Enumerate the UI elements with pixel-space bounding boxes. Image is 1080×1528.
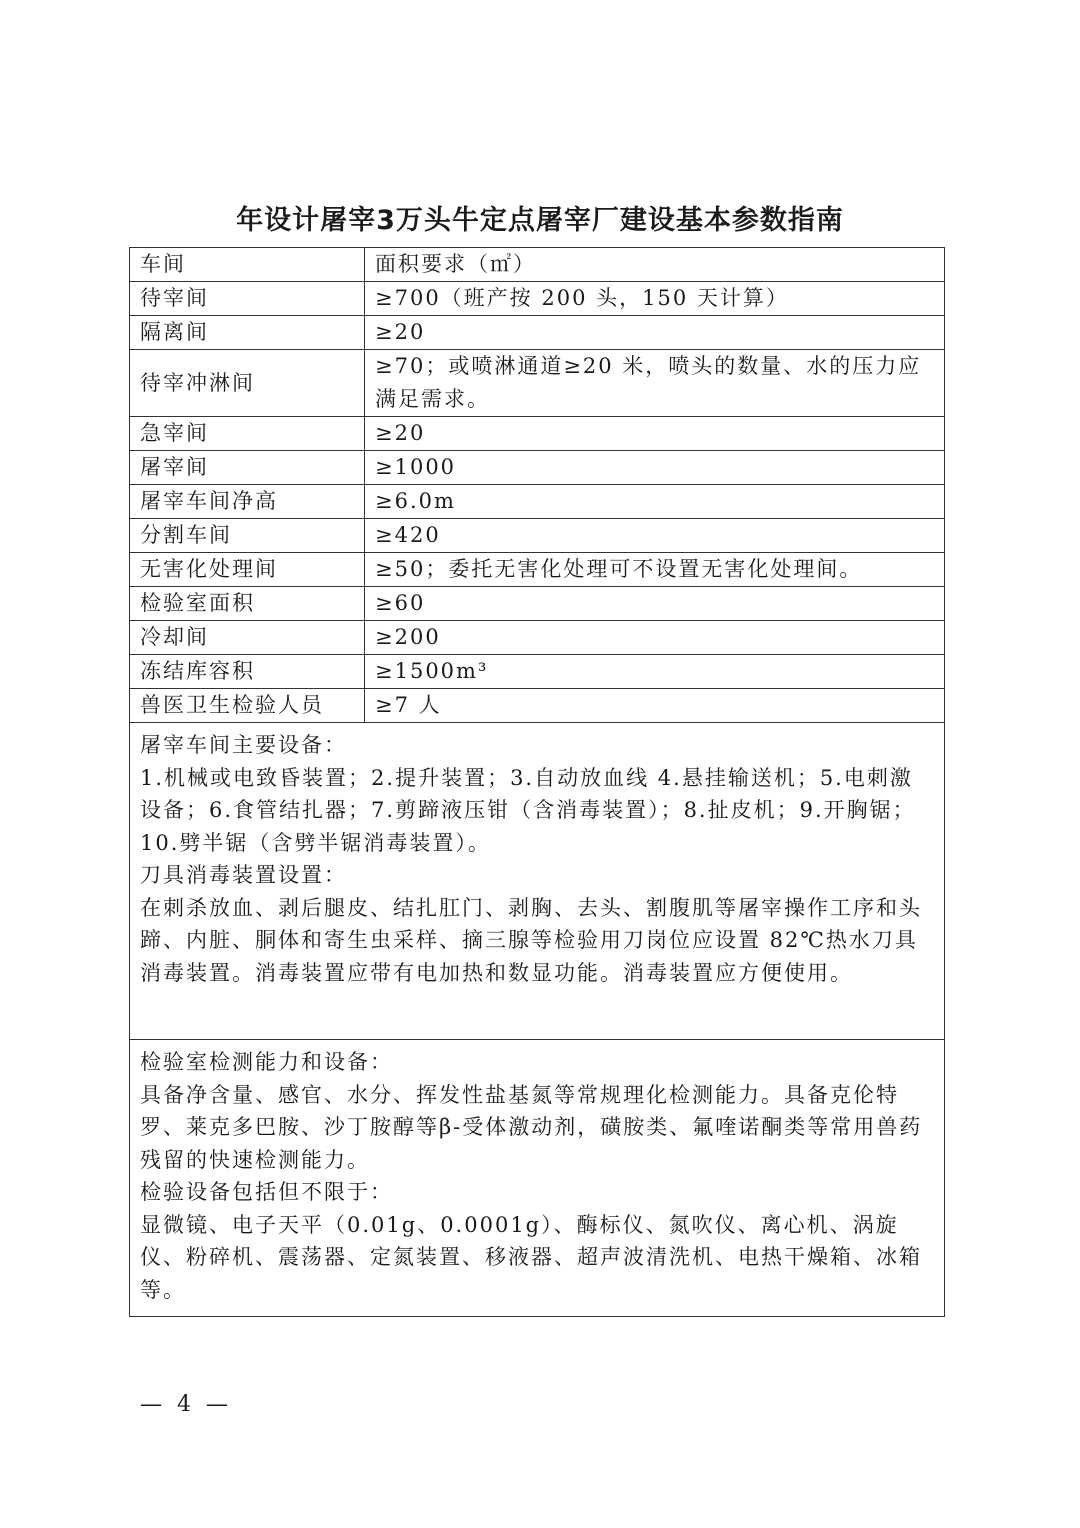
- row-value: ≥70；或喷淋通道≥20 米，喷头的数量、水的压力应满足需求。: [365, 350, 945, 417]
- lab-capability-block: [130, 1040, 945, 1317]
- parameters-table: [129, 247, 945, 1317]
- lab-equipment-text: 显微镜、电子天平（0.01g、0.0001g）、酶标仪、氮吹仪、离心机、涡旋仪、粉碎机、震荡器、定氮装置、移液器、超声波清洗机、电热干燥箱、冰箱等。: [140, 1212, 922, 1302]
- table-row: [130, 519, 945, 553]
- table-row: [130, 689, 945, 723]
- header-workshop: 车间: [130, 248, 365, 282]
- row-name: 待宰冲淋间: [130, 350, 365, 417]
- table-header-row: [130, 248, 945, 282]
- row-value: ≥420: [365, 519, 945, 553]
- row-name: 无害化处理间: [130, 553, 365, 587]
- row-value: ≥700（班产按 200 头，150 天计算）: [365, 282, 945, 316]
- row-name: 分割车间: [130, 519, 365, 553]
- row-name: 待宰间: [130, 282, 365, 316]
- lab-block-row: [130, 1040, 945, 1317]
- row-value: ≥1000: [365, 451, 945, 485]
- table-row: [130, 417, 945, 451]
- row-value: ≥50；委托无害化处理可不设置无害化处理间。: [365, 553, 945, 587]
- row-value: ≥200: [365, 621, 945, 655]
- lab-capability-text: 具备净含量、感官、水分、挥发性盐基氮等常规理化检测能力。具备克伦特罗、莱克多巴胺、沙丁胺醇等β-受体激动剂，磺胺类、氟喹诺酮类等常用兽药残留的快速检测能力。: [140, 1082, 923, 1172]
- row-name: 隔离间: [130, 316, 365, 350]
- table-row: [130, 587, 945, 621]
- row-value: ≥1500m³: [365, 655, 945, 689]
- row-name: 屠宰间: [130, 451, 365, 485]
- row-name: 冻结库容积: [130, 655, 365, 689]
- row-value: ≥60: [365, 587, 945, 621]
- equipment-items: 1.机械或电致昏装置；2.提升装置；3.自动放血线 4.悬挂输送机；5.电刺激设备；6.食管结扎器；7.剪蹄液压钳（含消毒装置）；8.扯皮机；9.开胸锯；10.劈半锯（含劈半锯消毒装置）。: [140, 765, 916, 855]
- knife-disinfection-text: 在刺杀放血、剥后腿皮、结扎肛门、剥胸、去头、割腹肌等屠宰操作工序和头蹄、内脏、胴体和寄生虫采样、摘三腺等检验用刀岗位应设置 82℃热水刀具消毒装置。消毒装置应带有电加热和数显功能。消毒装置应方便使用。: [140, 895, 922, 985]
- table-row: [130, 282, 945, 316]
- table-row: [130, 316, 945, 350]
- equipment-heading: 屠宰车间主要设备：: [140, 733, 347, 757]
- header-area-requirement: 面积要求（㎡）: [365, 248, 945, 282]
- table-row: [130, 621, 945, 655]
- row-name: 急宰间: [130, 417, 365, 451]
- row-value: ≥7 人: [365, 689, 945, 723]
- table-row: [130, 553, 945, 587]
- table-row: [130, 451, 945, 485]
- lab-equipment-heading: 检验设备包括但不限于：: [140, 1180, 393, 1204]
- document-title: 年设计屠宰3万头牛定点屠宰厂建设基本参数指南: [236, 205, 844, 236]
- row-name: 兽医卫生检验人员: [130, 689, 365, 723]
- table-row: [130, 350, 945, 417]
- row-value: ≥6.0m: [365, 485, 945, 519]
- equipment-block-row: [130, 723, 945, 1040]
- lab-heading: 检验室检测能力和设备：: [140, 1050, 393, 1074]
- row-name: 冷却间: [130, 621, 365, 655]
- table-row: [130, 485, 945, 519]
- row-name: 检验室面积: [130, 587, 365, 621]
- row-name: 屠宰车间净高: [130, 485, 365, 519]
- slaughter-equipment-block: [130, 723, 945, 1040]
- table-row: [130, 655, 945, 689]
- row-value: ≥20: [365, 316, 945, 350]
- row-value: ≥20: [365, 417, 945, 451]
- knife-disinfection-heading: 刀具消毒装置设置：: [140, 863, 347, 887]
- page-number: — 4 —: [140, 1392, 232, 1417]
